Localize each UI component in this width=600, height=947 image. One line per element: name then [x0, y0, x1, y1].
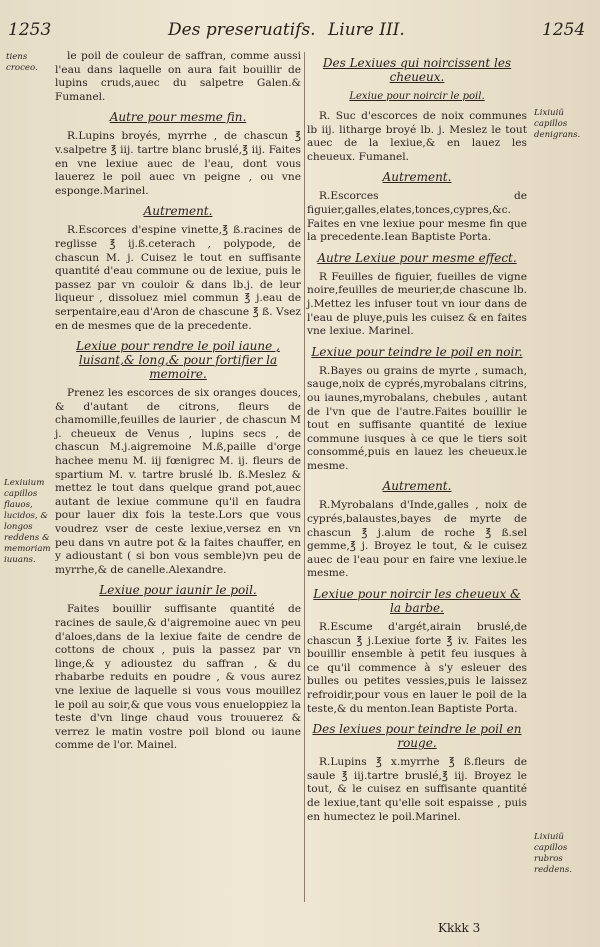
right-page-number: 1254	[542, 20, 586, 40]
paragraph: R.Escume d'argét,airain bruslé,de chascun ℥ j.Lexiue forte ℥ iv. Faites les bouillir ensemble à petit feu iusques à ce qu'il commence à s'y esleuer des bulles ou petites vessies,puis le laissez refroidir,pour vous en lauer le poil de la teste,& du menton.Iean Baptiste Porta.	[307, 621, 527, 715]
column-divider	[304, 52, 305, 902]
margin-note-left-middle: Lexiuium capillos flauos, lucidos, & longos reddens & memoriam iuuans.	[4, 478, 51, 565]
paragraph: Faites bouillir suffisante quantité de racines de saule,& d'aigremoine auec vn peu d'aloes,dans de la lexiue faite de cendre de cottons de choux , puis la passez par vn linge,& y adioustez du saffran , & du rhabarbe reduits en poudre , & vous aurez vne lexiue de laquelle si vous vous mouillez le poil au soir,& que vous vous enueloppiez la teste d'vn linge chaud vous trouuerez & verrez le matin vostre poil blond ou iaune comme de l'or. Mainel.	[55, 603, 301, 752]
section-heading: Lexiue pour iaunir le poil.	[99, 583, 257, 598]
paragraph: Prenez les escorces de six oranges douces, & d'autant de citrons, fleurs de chamomille,feuilles de laurier , de chascun M j. cheueux de Venus , lupins secs , de chascun M.j.aigremoine M.ß,paille d'orge hachee menu M. iij fœnigrec M. ij. fleurs de spartium M. v. tartre bruslé lb. ß.Meslez & mettez le tout dans quelque grand pot,auec autant de lexiue commune qu'il en faudra pour lauer dix fois la teste.Lors que vous voudrez vser de ceste lexiue,versez en vn peu dans vn autre pot & la faites chauffer, en y adioustant ( si bon vous semble)vn peu de myrrhe,& de canelle.Alexandre.	[55, 387, 301, 576]
signature-mark: Kkkk 3	[438, 921, 481, 935]
margin-note-left-top: tiens croceo.	[6, 52, 38, 73]
left-text-column	[55, 50, 301, 756]
paragraph: R.Bayes ou grains de myrte , sumach, sauge,noix de cyprés,myrobalans citrins, ou iaunes,myrobalans, chebules , autant de l'vn que de l'autre.Faites bouillir le tout en suffisante quantité de lexiue commune iusques à ce que le tiers soit consommé,puis en lauez les cheueux.le mesme.	[307, 364, 527, 472]
section-heading: Autre Lexiue pour mesme effect.	[317, 250, 517, 265]
section-heading: Autrement.	[382, 170, 452, 185]
section-heading: Des lexiues pour teindre le poil en rouge.	[312, 722, 522, 751]
section-subheading: Lexiue pour noircir le poil.	[349, 91, 485, 102]
paragraph: R Feuilles de figuier, fueilles de vigne noire,feuilles de meurier,de chascune lb. j.Mettez les infuser tout vn iour dans de l'eau de pluye,puis les cuisez & en faites vne lexiue. Marinel.	[307, 270, 527, 338]
left-running-title: Des preseruatifs.	[168, 20, 316, 40]
section-heading: Autrement.	[143, 204, 213, 219]
paragraph: R.Escorces d'espine vinette,℥ ß.racines de reglisse ℥ ij.ß.ceterach , polypode, de chascun M. j. Cuisez le tout en suffisante quantité d'eau commune ou de lexiue, puis le passez par vn couloir & dans lb.j. de leur liqueur , dissoluez miel commun ℥ j.eau de serpentaire,eau d'Aron de chascune ℥ ß. Vsez en de mesmes que de la precedente.	[55, 224, 301, 332]
section-heading: Autrement.	[382, 479, 452, 494]
right-running-title: Liure III.	[328, 20, 405, 40]
left-page-number: 1253	[8, 20, 52, 40]
paragraph: R.Myrobalans d'Inde,galles , noix de cyprés,balaustes,bayes de myrte de chascun ℥ j.alum de roche ℥ ß.sel gemme,℥ j. Broyez le tout, & le cuisez auec de l'eau pour en faire vne lexiue.le mesme.	[307, 499, 527, 580]
paragraph: R.Lupins broyés, myrrhe , de chascun ℥ v.salpetre ℥ iij. tartre blanc bruslé,℥ iij. Faites en vne lexiue auec de l'eau, dont vous lauerez le poil auec vn peigne , ou vne esponge.Marinel.	[55, 130, 301, 197]
section-heading: Lexiue pour teindre le poil en noir.	[311, 344, 523, 359]
right-text-column	[307, 50, 527, 827]
section-heading: Des Lexiues qui noircissent les cheueux.	[322, 56, 512, 84]
section-heading: Lexiue pour noircir les cheueux & la barbe.	[313, 587, 521, 616]
margin-note-right-top: Lixiuiũ capillos denigrans.	[534, 108, 581, 140]
running-header	[8, 20, 592, 48]
section-heading: Autre pour mesme fin.	[109, 110, 247, 125]
paragraph: R.Lupins ℥ x.myrrhe ℥ ß.fleurs de saule ℥ iij.tartre bruslé,℥ iij. Broyez le tout, & le cuisez en suffisante quantité de lexiue,tant qu'elle soit espaisse , puis en humectez le poil.Marinel.	[307, 756, 527, 823]
paragraph: le poil de couleur de saffran, comme aussi l'eau dans laquelle on aura fait bouillir de lupins cruds,auec du salpetre Galen.& Fumanel.	[55, 50, 301, 103]
margin-note-right-bottom: Lixiuiũ capillos rubros reddens.	[534, 832, 572, 875]
section-heading: Lexiue pour rendre le poil iaune , luisant,& long,& pour fortifier la memoire.	[76, 339, 280, 382]
paragraph: R. Suc d'escorces de noix communes lb iij. litharge broyé lb. j. Meslez le tout auec de la lexiue,& en lauez les cheueux. Fumanel.	[307, 110, 527, 163]
paragraph: R.Escorces de figuier,galles,elates,tonces,cypres,&c. Faites en vne lexiue pour mesme fin que la precedente.Iean Baptiste Porta.	[307, 190, 527, 244]
